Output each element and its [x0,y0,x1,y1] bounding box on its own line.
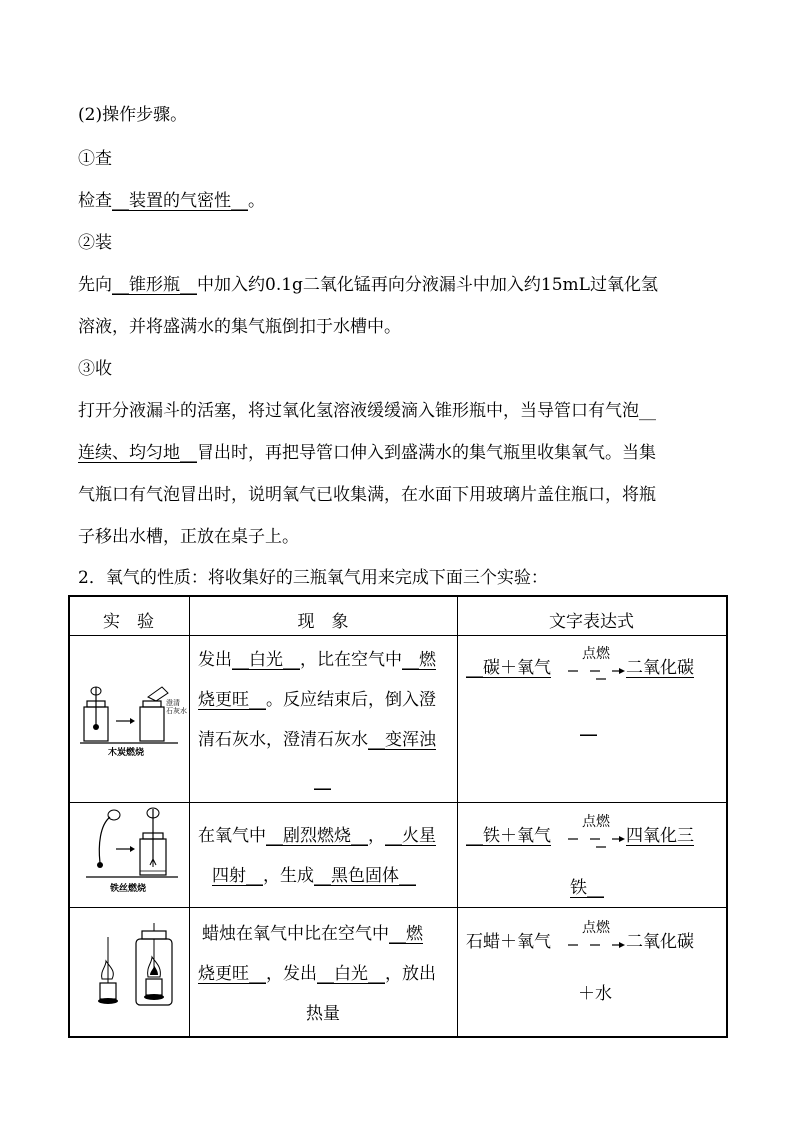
row2-line1 [198,825,436,847]
row-divider [68,635,726,636]
text: 发出 [198,650,232,670]
eq-right: 四氧化三 [626,826,694,846]
candle-burning-illustration [94,917,184,1027]
collect-line3: 气瓶口有气泡冒出时，说明氧气已收集满，在水面下用玻璃片盖住瓶口，将瓶 [78,485,656,505]
answer: 烧更旺__ [198,690,266,710]
eq-condition: 点燃 [582,814,610,830]
iron-figure [86,805,182,900]
load-line2: 溶液，并将盛满水的集气瓶倒扣于水槽中。 [78,317,401,337]
eq-right: 二氧化碳 [626,932,694,952]
eq-tail: 铁__ [570,878,604,898]
load-pre: 先向 [78,275,112,295]
answer: __火星 [385,826,436,846]
row-divider [68,802,726,803]
eq-tail: __ [580,716,597,736]
reaction-arrow-icon [566,829,626,849]
collect-line1: 打开分液漏斗的活塞，将过氧化氢溶液缓缓滴入锥形瓶中，当导管口有气泡__ [78,401,656,421]
row3-line2 [198,963,436,985]
answer: __变浑浊 [368,730,436,750]
reaction-arrow-icon [566,935,626,955]
charcoal-figure [78,683,187,763]
collect-answer: 连续、均匀地__ [78,443,197,463]
load-title: ②装 [78,233,112,253]
answer: 烧更旺__ [198,964,266,984]
check-line [78,190,265,212]
collect-line2-post: 冒出时，再把导管口伸入到盛满水的集气瓶里收集氧气。当集 [197,443,656,463]
col-divider [189,595,190,1036]
check-answer: __装置的气密性__ [112,191,248,211]
text: ，发出 [266,964,317,984]
row2-line2 [212,865,416,887]
eq-left: __铁＋氧气 [466,826,551,846]
text: 热量 [306,1004,340,1024]
answer: __剧烈燃烧__ [266,826,368,846]
load-answer: __锥形瓶__ [112,275,197,295]
header-experiment: 实 验 [103,612,154,632]
row1-line1 [198,649,436,671]
check-title: ①查 [78,149,112,169]
answer: __ [314,770,331,790]
answer: __燃 [402,650,436,670]
row3-line3 [306,1003,340,1025]
text: ，比在空气中 [300,650,402,670]
step-heading: (2)操作步骤。 [78,105,188,125]
row1-line2 [198,689,436,711]
collect-title: ③收 [78,359,112,379]
answer: __黑色固体__ [314,866,416,886]
limewater-label: 澄清 石灰水 [166,699,187,715]
answer: __燃 [389,924,423,944]
reaction-arrow-icon [566,661,626,681]
text: 清石灰水，澄清石灰水 [198,730,368,750]
row-divider [68,907,726,908]
row3-line1 [202,923,423,945]
iron-caption: 铁丝燃烧 [110,884,147,894]
text: ， [368,826,385,846]
header-equation: 文字表达式 [549,612,634,632]
eq-condition: 点燃 [582,646,610,662]
text: 蜡烛在氧气中比在空气中 [202,924,389,944]
text: ，放出 [385,964,436,984]
load-line1 [78,274,658,296]
row1-line4 [314,769,331,791]
text: 。反应结束后，倒入澄 [266,690,436,710]
load-post: 中加入约0.1g二氧化锰再向分液漏斗中加入约15mL过氧化氢 [197,275,658,295]
collect-line4: 子移出水槽，正放在桌子上。 [78,527,299,547]
iron-burning-illustration [86,805,182,885]
charcoal-caption: 木炭燃烧 [108,748,145,758]
text: ，生成 [263,866,314,886]
answer: __白光__ [232,650,300,670]
eq-condition: 点燃 [582,920,610,936]
row1-line3 [198,729,436,751]
eq-tail: ＋水 [578,984,612,1004]
answer: __白光__ [317,964,385,984]
collect-line2 [78,442,656,464]
candle-figure [94,917,184,1027]
header-phenomenon: 现 象 [297,612,349,632]
check-pre: 检查 [78,191,112,211]
section-title: 2．氧气的性质：将收集好的三瓶氧气用来完成下面三个实验： [78,568,548,588]
col-divider [457,595,458,1036]
experiment-table [68,595,726,1036]
text: 在氧气中 [198,826,266,846]
eq-left: __碳＋氧气 [466,658,551,678]
answer: 四射__ [212,866,263,886]
check-post: 。 [248,191,265,211]
eq-right: 二氧化碳 [626,658,694,678]
eq-left: 石蜡＋氧气 [466,932,551,952]
